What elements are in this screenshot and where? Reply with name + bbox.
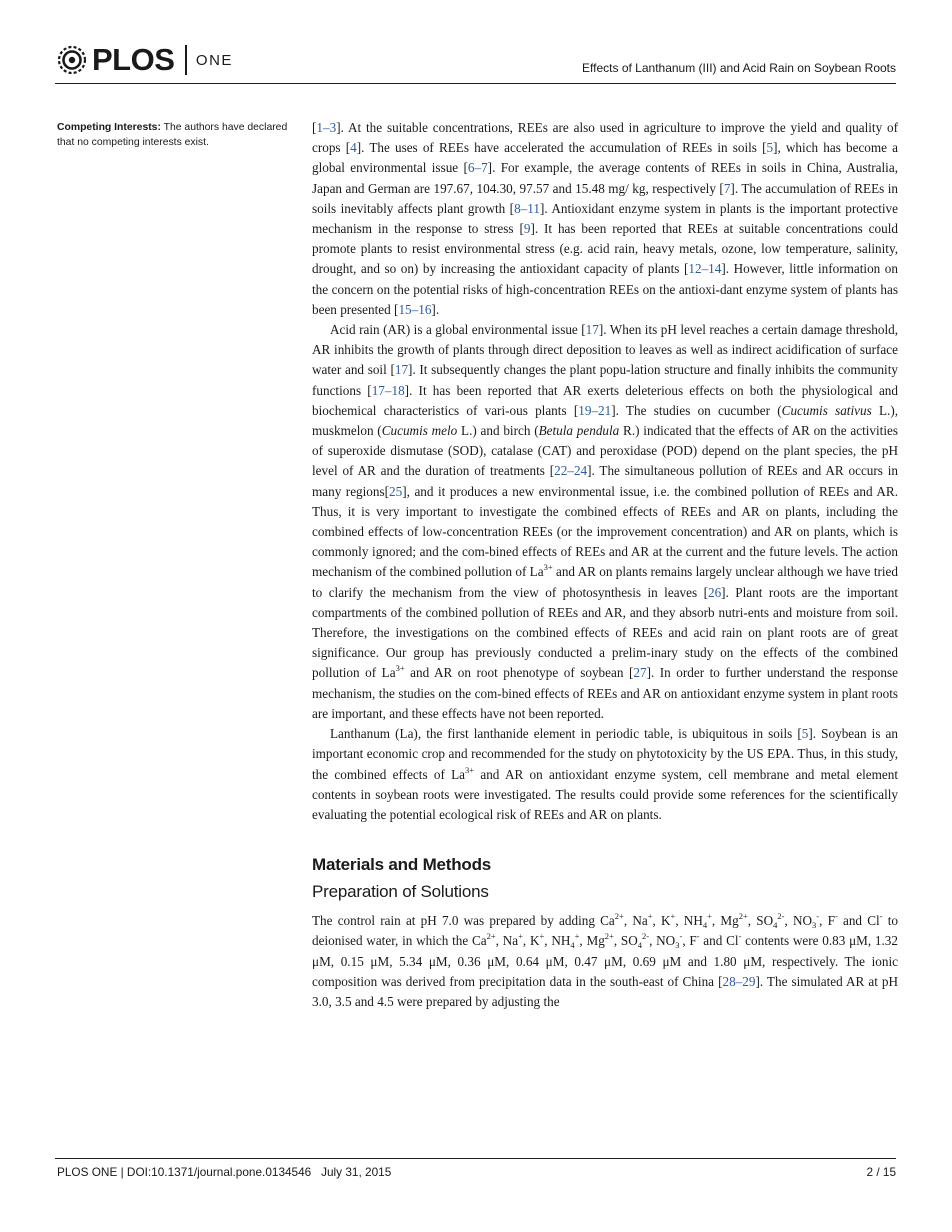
- citation-link[interactable]: 5: [801, 726, 809, 742]
- logo-one-text: ONE: [195, 51, 233, 69]
- competing-interests-text: The authors have declared that no competing interests exist.: [57, 122, 288, 148]
- paragraph-acid-rain: Acid rain (AR) is a global environmental issue [17]. When its pH level reaches a certain damage threshold, AR inhibits the growth of plants through direct deposition to leaves as well as indirect acidification of surface water and soil [17]. It subsequently changes the plant popu-lation structure and finally inhibits the community functions [17–18]. It has been reported that AR exerts deleterious effects on both the physiological and biochemical characteristics of vari-ous plants [19–21]. The studies on cucumber (Cucumis sativus L.), muskmelon (Cucumis melo L.) and birch (Betula pendula R.) indicated that the effects of AR on the activities of superoxide dismutase (SOD), catalase (CAT) and peroxidase (POD) depend on the plant species, the pH level of AR and the duration of treatments [22–24]. The simultaneous pollution of REEs and AR occurs in many regions[25], and it produces a new environmental issue, i.e. the combined pollution of REEs and AR. Thus, it is very important to investigate the combined effects of REEs and AR on plants, including the combined effects of low-concentration REEs (or the improvement concentration) and AR on plants, which is commonly ignored; and the com-bined effects of REEs and AR at the current and the future levels. The action mechanism of the combined pollution of $La^{3+}$ and AR on plants remains largely unclear although we have tried to clarify the mechanism from the view of photosynthesis in leaves [26]. Plant roots are the important compartments of the combined pollution of REEs and AR, and they absorb nutri-ents and moisture from soil. Therefore, the investigations on the combined effects of REEs and acid rain on plant roots are of great significance. Our group has previously conducted a prelim-inary study on the effects of the combined pollution of $La^{3+}$ and AR on root phenotype of soybean [27]. In order to further understand the response mechanism, the studies on the com-bined effects of REEs and AR on antioxidant enzyme system in plant roots are important, and these effects have not been reported.: [312, 322, 899, 721]
- paragraph-rees-accumulation: [1–3]. At the suitable concentrations, REEs are also used in agriculture to improve the yield and quality of crops [4]. The uses of REEs have accelerated the accumulation of REEs in soils [5], which has become a global environmental issue [6–7]. For example, the average contents of REEs in soils in China, Australia, Japan and German are 197.67, 104.30, 97.57 and 15.48 mg/ kg, respectively [7]. The accumulation of REEs in soils inevitably affects plant growth [8–11]. Antioxidant enzyme system in plants is the important protective mechanism in the response to stress [9]. It has been reported that REEs at suitable concentrations could promote plants to resist environmental stress (e.g. acid rain, heavy metals, ozone, low temperature, salinity, drought, and so on) by increasing the antioxidant capacity of plants [12–14]. However, little information on the concern on the potential risks of high-concentration REEs on the antioxi-dant enzyme system of plants has been presented [15–16].: [312, 120, 898, 317]
- citation-link[interactable]: 5: [766, 140, 774, 156]
- citation-link[interactable]: 27: [633, 665, 647, 681]
- paragraph-lanthanum: Lanthanum (La), the first lanthanide element in periodic table, is ubiquitous in soils [5]. Soybean is an important economic crop and recommended for the study on phytotoxicity by the US EPA. Thus, in this study, the combined effects of $La^{3+}$ and AR on antioxidant enzyme system, cell membrane and metal element contents in soybean roots were investigated. The results could provide some references for the scientifically evaluating the potential ecological risk of REEs and AR on plants.: [312, 726, 898, 822]
- page-number: 2 / 15: [866, 1165, 896, 1179]
- footer-rule: [55, 1158, 896, 1159]
- footer-date: July 31, 2015: [321, 1165, 392, 1179]
- citation-link[interactable]: 7: [723, 180, 731, 196]
- header-rule: [55, 83, 896, 84]
- competing-interests-label: Competing Interests:: [57, 122, 161, 133]
- citation-link[interactable]: 25: [389, 483, 403, 499]
- logo-divider: [185, 45, 187, 75]
- section-heading: Materials and Methods: [312, 855, 492, 875]
- citation-link[interactable]: 17–18: [371, 382, 405, 398]
- logo-plos-text: PLOS: [92, 42, 175, 77]
- citation-link[interactable]: 28–29: [722, 973, 756, 989]
- plos-one-logo: [55, 40, 233, 80]
- citation-link[interactable]: 19–21: [578, 402, 612, 418]
- citation-link[interactable]: 6–7: [467, 160, 488, 176]
- footer-doi: PLOS ONE | DOI:10.1371/journal.pone.0134546: [57, 1165, 312, 1179]
- subsection-heading: Preparation of Solutions: [312, 882, 489, 902]
- citation-link[interactable]: 12–14: [688, 261, 722, 277]
- citation-link[interactable]: 8–11: [514, 200, 540, 216]
- citation-link[interactable]: 4: [350, 140, 357, 156]
- running-title: Effects of Lanthanum (III) and Acid Rain on Soybean Roots: [582, 61, 896, 75]
- citation-link[interactable]: 1–3: [316, 120, 337, 135]
- footer-citation: [57, 1165, 391, 1179]
- plos-logo-icon: [55, 43, 89, 77]
- paragraph-preparation-of-solutions: The control rain at pH 7.0 was prepared by adding $Ca^{2+}$, Na+, K+, $NH_4^+$, $Mg^{2+}$, $SO_4^{2-}$, $NO_3^-$, F- and Cl- to deionised water, in which the $Ca^{2+}$, Na+, K+, $NH_4^+$, $Mg^{2+}$, $SO_4^{2-}$, $NO_3^-$, F- and Cl- contents were 0.83 μM, 1.32 μM, 0.15 μM, 5.34 μM, 0.36 μM, 0.64 μM, 0.47 μM, 0.69 μM and 1.80 μM, respectively. The ionic composition was derived from precipitation data in the south-east of China [28–29]. The simulated AR at pH 3.0, 3.5 and 4.5 were prepared by adjusting the: [312, 911, 899, 1009]
- citation-link[interactable]: 22–24: [554, 463, 588, 479]
- citation-link[interactable]: 17: [585, 322, 599, 338]
- competing-interests-note: [57, 120, 289, 150]
- citation-link[interactable]: 17: [394, 362, 409, 378]
- main-text-column: [312, 118, 898, 1012]
- citation-link[interactable]: 9: [523, 221, 531, 237]
- citation-link[interactable]: 15–16: [398, 301, 432, 317]
- citation-link[interactable]: 26: [707, 584, 722, 600]
